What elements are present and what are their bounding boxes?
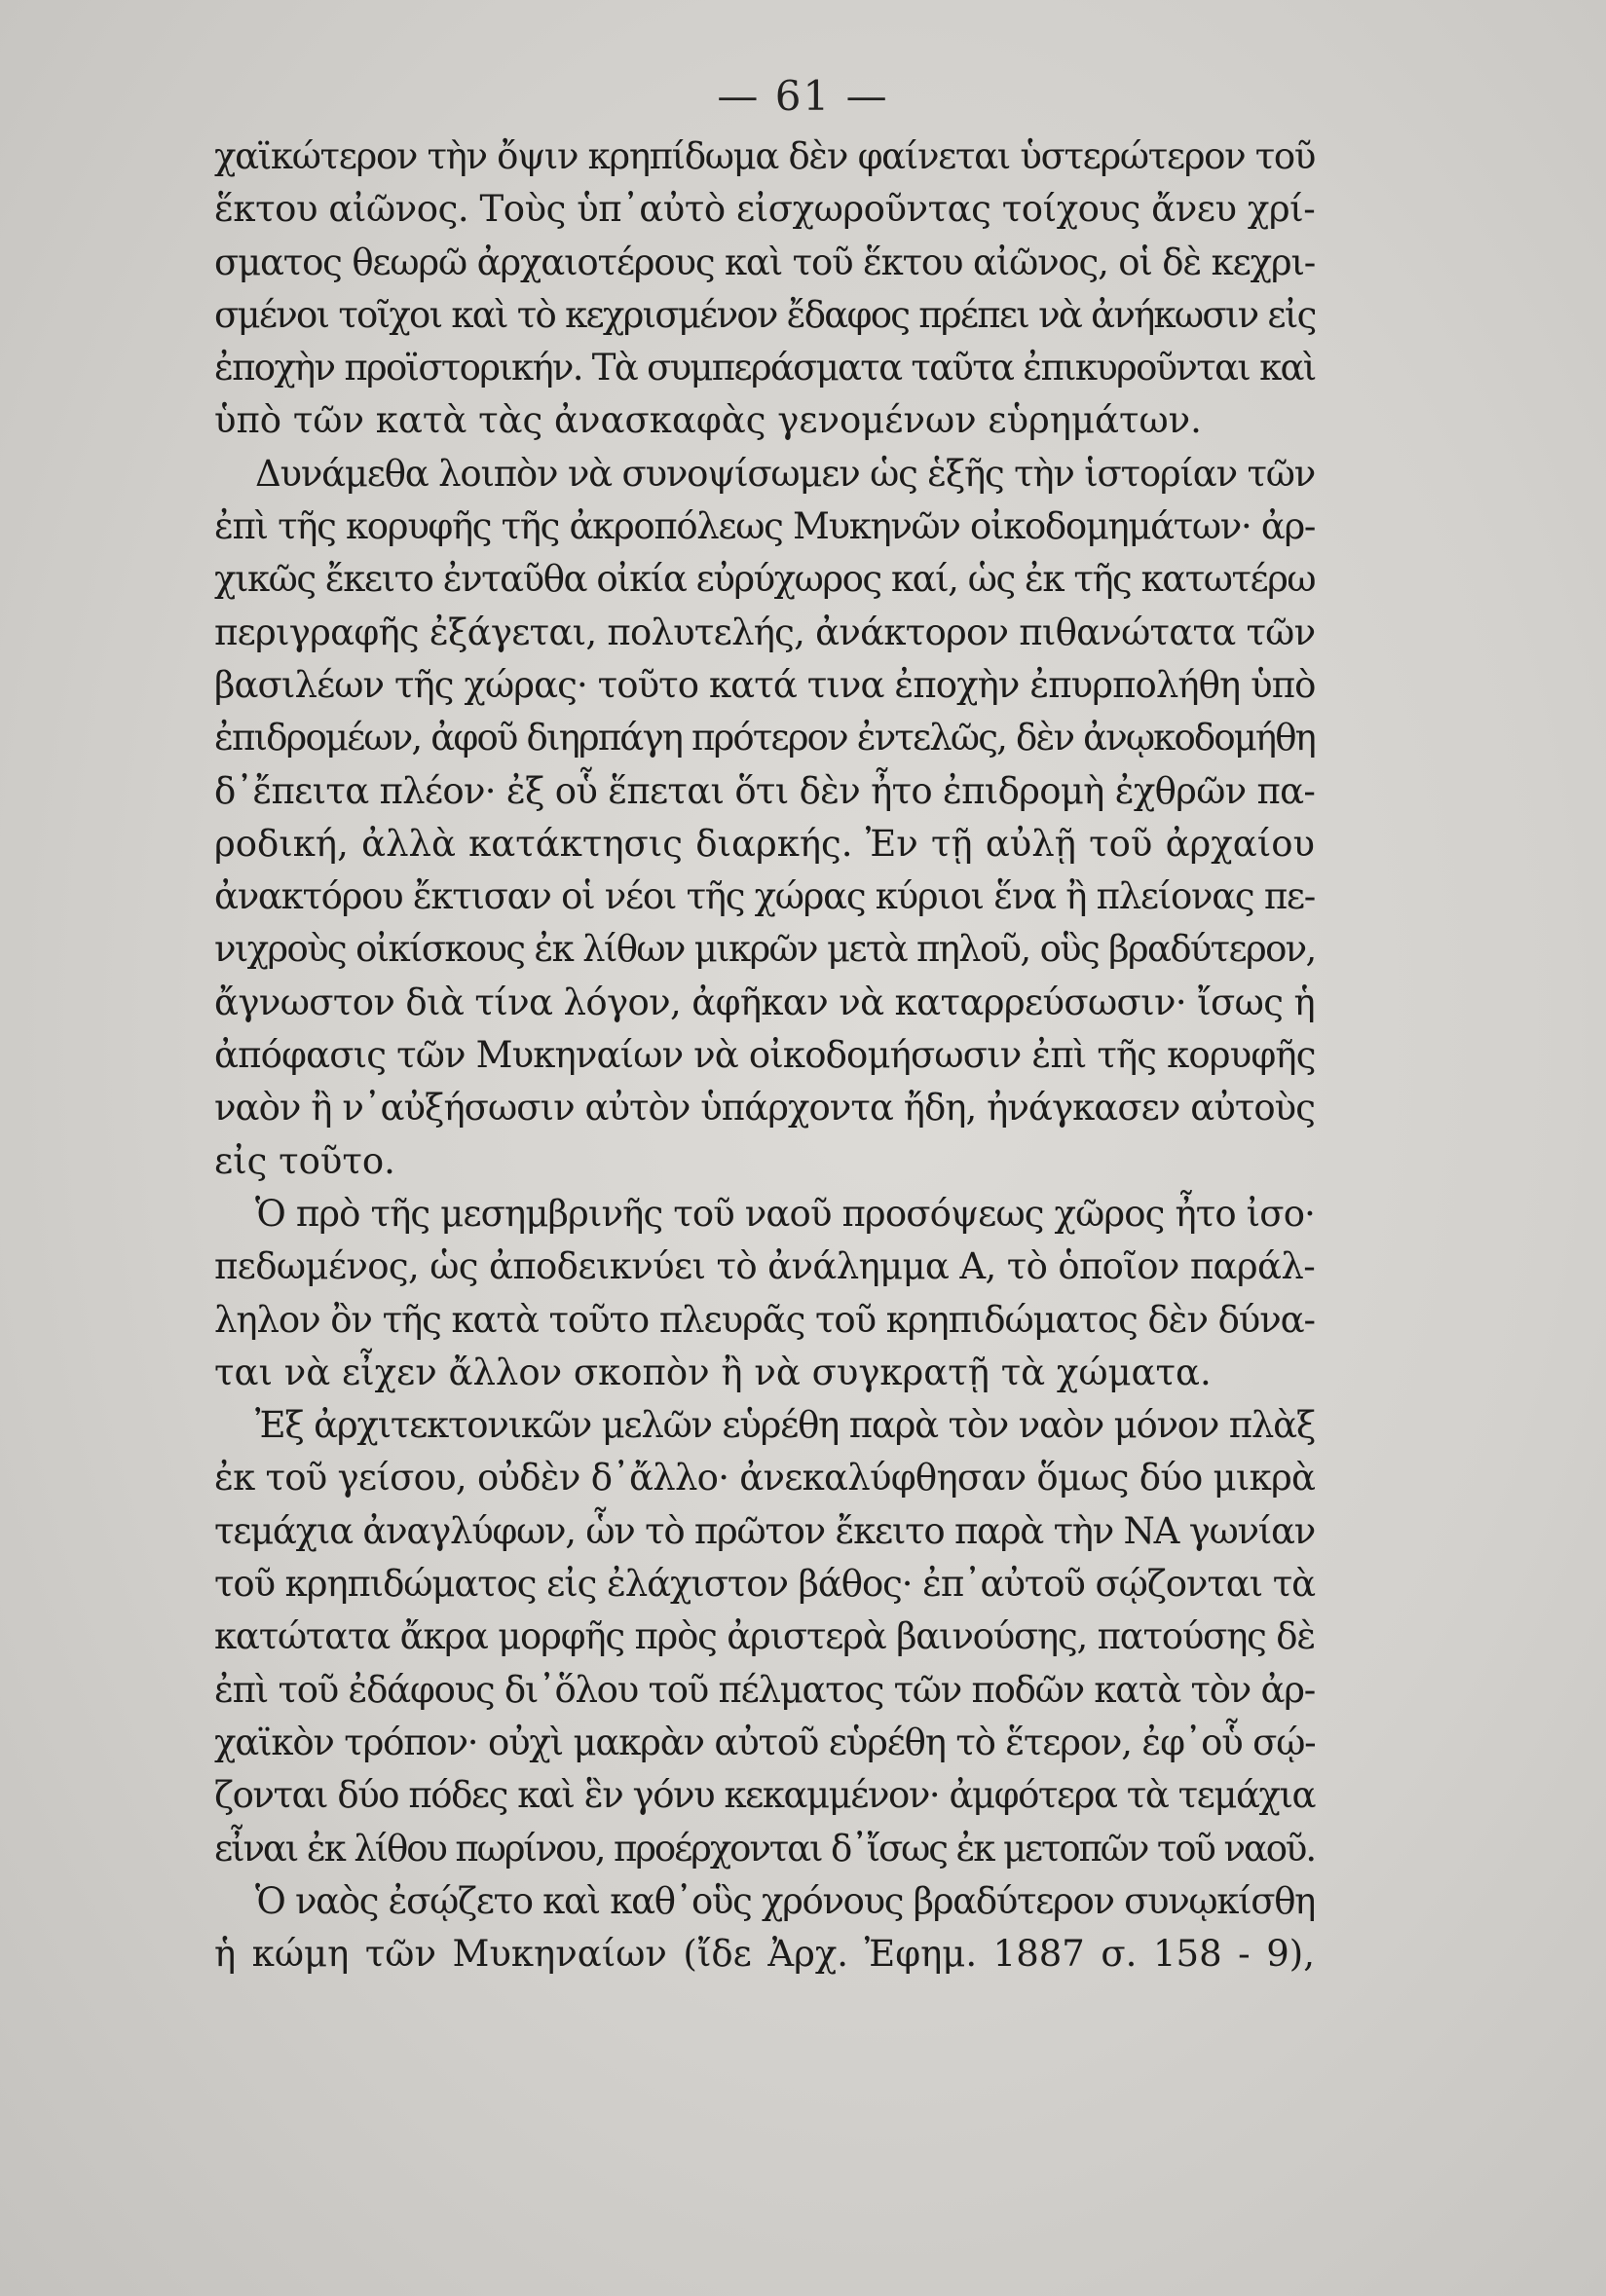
text-line: ζονται δύο πόδες καὶ ἓν γόνυ κεκαμμένον· ἀμφότερα τὰ τεμάχια xyxy=(214,1774,1316,1817)
text-line: Δυνάμεθα λοιπὸν νὰ συνοψίσωμεν ὡς ἑξῆς τὴν ἱστορίαν τῶν xyxy=(255,452,1315,495)
text-line: ἀνακτόρου ἔκτισαν οἱ νέοι τῆς χώρας κύριοι ἕνα ἢ πλείονας πε- xyxy=(214,875,1315,918)
text-line: σμένοι τοῖχοι καὶ τὸ κεχρισμένον ἔδαφος πρέπει νὰ ἀνήκωσιν εἰς xyxy=(214,293,1316,336)
text-line: ἡ κώμη τῶν Μυκηναίων (ἴδε Ἀρχ. Ἐφημ. 1887 σ. 158 - 9), xyxy=(214,1933,1315,1976)
text-line: τεμάχια ἀναγλύφων, ὧν τὸ πρῶτον ἔκειτο παρὰ τὴν ΝΑ γωνίαν xyxy=(214,1509,1315,1552)
text-line: ἀπόφασις τῶν Μυκηναίων νὰ οἰκοδομήσωσιν ἐπὶ τῆς κορυφῆς xyxy=(214,1034,1316,1077)
text-line: ται νὰ εἶχεν ἄλλον σκοπὸν ἢ νὰ συγκρατῇ τὰ χώματα. xyxy=(214,1351,1212,1393)
text-line: βασιλέων τῆς χώρας· τοῦτο κατά τινα ἐποχὴν ἐπυρπολήθη ὑπὸ xyxy=(214,663,1316,706)
body-text xyxy=(214,130,1315,1981)
text-line: εἶναι ἐκ λίθου πωρίνου, προέρχονται δ᾽ἴσως ἐκ μετοπῶν τοῦ ναοῦ. xyxy=(214,1827,1315,1870)
text-line: ἕκτου αἰῶνος. Τοὺς ὑπ᾽αὐτὸ εἰσχωροῦντας τοίχους ἄνευ χρί- xyxy=(214,188,1316,231)
text-line: σματος θεωρῶ ἀρχαιοτέρους καὶ τοῦ ἕκτου αἰῶνος, οἱ δὲ κεχρι- xyxy=(214,241,1316,283)
text-line: χαϊκὸν τρόπον· οὐχὶ μακρὰν αὐτοῦ εὑρέθη τὸ ἕτερον, ἐφ᾽οὗ σῴ- xyxy=(214,1721,1316,1763)
text-line: ἐκ τοῦ γείσου, οὐδὲν δ᾽ἄλλο· ἀνεκαλύφθησαν ὅμως δύο μικρὰ xyxy=(214,1457,1316,1500)
text-line: ἄγνωστον διὰ τίνα λόγον, ἀφῆκαν νὰ καταρρεύσωσιν· ἴσως ἡ xyxy=(214,981,1315,1023)
text-line: εἰς τοῦτο. xyxy=(214,1139,395,1182)
text-line: χαϊκώτερον τὴν ὄψιν κρηπίδωμα δὲν φαίνεται ὑστερώτερον τοῦ xyxy=(214,135,1315,177)
text-line: περιγραφῆς ἐξάγεται, πολυτελής, ἀνάκτορον πιθανώτατα τῶν xyxy=(214,611,1316,653)
text-line: ἐποχὴν προϊστορικήν. Τὰ συμπεράσματα ταῦτα ἐπικυροῦνται καὶ xyxy=(214,347,1316,389)
text-line: ναὸν ἢ ν᾽αὐξήσωσιν αὐτὸν ὑπάρχοντα ἤδη, ἠνάγκασεν αὐτοὺς xyxy=(214,1087,1315,1129)
text-line: πεδωμένος, ὡς ἀποδεικνύει τὸ ἀνάλημμα Α, τὸ ὁποῖον παράλ- xyxy=(214,1245,1316,1288)
text-line: ροδική, ἀλλὰ κατάκτησις διαρκής. Ἐν τῇ αὐλῇ τοῦ ἀρχαίου xyxy=(214,822,1315,865)
text-line: ἐπὶ τῆς κορυφῆς τῆς ἀκροπόλεως Μυκηνῶν οἰκοδομημάτων· ἀρ- xyxy=(214,505,1316,548)
text-line: δ᾽ἔπειτα πλέον· ἐξ οὗ ἕπεται ὅτι δὲν ἦτο ἐπιδρομὴ ἐχθρῶν πα- xyxy=(214,769,1316,812)
text-line: ἐπιδρομέων, ἀφοῦ διηρπάγη πρότερον ἐντελῶς, δὲν ἀνῳκοδομήθη xyxy=(214,717,1315,759)
text-line: νιχροὺς οἰκίσκους ἐκ λίθων μικρῶν μετὰ πηλοῦ, οὓς βραδύτερον, xyxy=(214,928,1316,971)
text-line: Ὁ πρὸ τῆς μεσημβρινῆς τοῦ ναοῦ προσόψεως χῶρος ἦτο ἰσο· xyxy=(255,1192,1315,1235)
text-line: Ἐξ ἀρχιτεκτονικῶν μελῶν εὑρέθη παρὰ τὸν ναὸν μόνον πλὰξ xyxy=(255,1404,1315,1447)
page-number: — 61 — xyxy=(717,72,889,120)
text-line: ὑπὸ τῶν κατὰ τὰς ἀνασκαφὰς γενομένων εὑρημάτων. xyxy=(214,399,1202,442)
text-line: Ὁ ναὸς ἐσῴζετο καὶ καθ᾽οὓς χρόνους βραδύτερον συνῳκίσθη xyxy=(255,1879,1316,1922)
text-line: κατώτατα ἄκρα μορφῆς πρὸς ἀριστερὰ βαινούσης, πατούσης δὲ xyxy=(214,1615,1315,1658)
text-line: τοῦ κρηπιδώματος εἰς ἐλάχιστον βάθος· ἐπ᾽αὐτοῦ σῴζονται τὰ xyxy=(214,1563,1315,1606)
text-line: ληλον ὂν τῆς κατὰ τοῦτο πλευρᾶς τοῦ κρηπιδώματος δὲν δύνα- xyxy=(214,1298,1315,1341)
text-line: ἐπὶ τοῦ ἐδάφους δι᾽ὅλου τοῦ πέλματος τῶν ποδῶν κατὰ τὸν ἀρ- xyxy=(214,1668,1316,1711)
text-line: χικῶς ἔκειτο ἐνταῦθα οἰκία εὐρύχωρος καί, ὡς ἐκ τῆς κατωτέρω xyxy=(214,558,1316,601)
